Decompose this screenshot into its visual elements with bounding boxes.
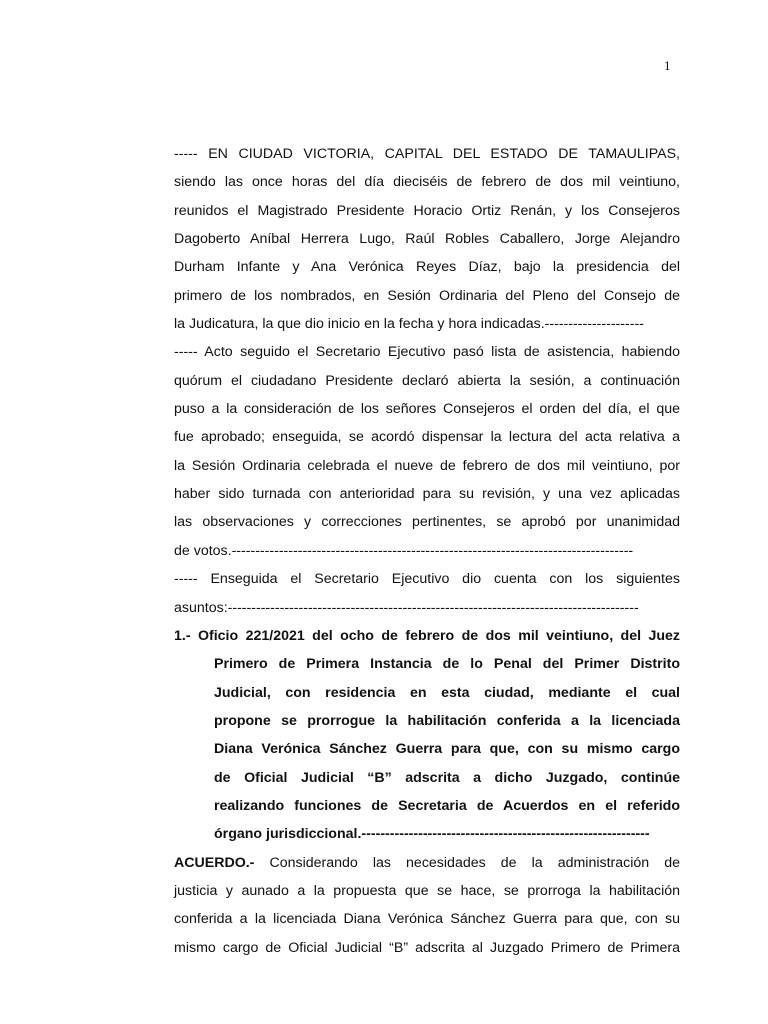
text-line: Judicial, con residencia en esta ciudad, mediante el cual [214,684,680,701]
text-line: ----- Acto seguido el Secretario Ejecutivo pasó lista de asistencia, habiendo [174,344,680,361]
text-line: propone se prorrogue la habilitación conferida a la licenciada [214,712,680,729]
text-line: Durham Infante y Ana Verónica Reyes Díaz, bajo la presidencia del [174,259,680,276]
page-number: 1 [664,58,671,73]
acuerdo-first-line [174,849,680,877]
text-line: las observaciones y correcciones pertinentes, se aprobó por unanimidad [174,514,680,531]
document-body [174,140,680,962]
acuerdo-line: mismo cargo de Oficial Judicial “B” adscrita al Juzgado Primero de Primera [174,939,680,956]
text-line: siendo las once horas del día dieciséis de febrero de dos mil veintiuno, [174,174,680,191]
text-line: reunidos el Magistrado Presidente Horacio Ortiz Renán, y los Consejeros [174,202,680,219]
text-line: quórum el ciudadano Presidente declaró abierta la sesión, a continuación [174,372,680,389]
text-line: Primero de Primera Instancia de lo Penal del Primer Distrito [214,656,680,673]
acuerdo-first-line-text: Considerando las necesidades de la administración de [254,854,680,871]
text-line: ----- Enseguida el Secretario Ejecutivo dio cuenta con los siguientes [174,571,680,588]
text-line: órgano jurisdiccional.------------------------------------------------------------- [214,826,650,843]
text-line: la Sesión Ordinaria celebrada el nueve de febrero de dos mil veintiuno, por [174,457,680,474]
text-line: ----- EN CIUDAD VICTORIA, CAPITAL DEL ESTADO DE TAMAULIPAS, [174,146,680,162]
text-line: haber sido turnada con anterioridad para su revisión, y una vez aplicadas [174,486,680,503]
acuerdo-line: justicia y aunado a la propuesta que se hace, se prorroga la habilitación [174,882,680,899]
text-line: fue aprobado; enseguida, se acordó dispensar la lectura del acta relativa a [174,429,680,446]
text-line: primero de los nombrados, en Sesión Ordinaria del Pleno del Consejo de [174,287,680,304]
text-line: de Oficial Judicial “B” adscrita a dicho Juzgado, continúe [214,769,680,786]
text-line: 1.- Oficio 221/2021 del ocho de febrero de dos mil veintiuno, del Juez [174,627,680,644]
text-line: de votos.------------------------------------------------------------------------------------- [174,542,634,559]
text-line: puso a la consideración de los señores Consejeros el orden del día, el que [174,401,680,418]
text-line: la Judicatura, la que dio inicio en la fecha y hora indicadas.--------------------- [174,316,644,333]
acuerdo-label: ACUERDO.- [174,854,255,871]
paragraph-lines [174,140,680,849]
text-line: realizando funciones de Secretaria de Acuerdos en el referido [214,797,680,814]
text-line: Dagoberto Aníbal Herrera Lugo, Raúl Robles Caballero, Jorge Alejandro [174,231,680,248]
text-line: asuntos:--------------------------------------------------------------------------------------- [174,599,639,616]
acuerdo-line: conferida a la licenciada Diana Verónica Sánchez Guerra para que, con su [174,911,680,928]
text-line: Diana Verónica Sánchez Guerra para que, con su mismo cargo [214,741,680,758]
